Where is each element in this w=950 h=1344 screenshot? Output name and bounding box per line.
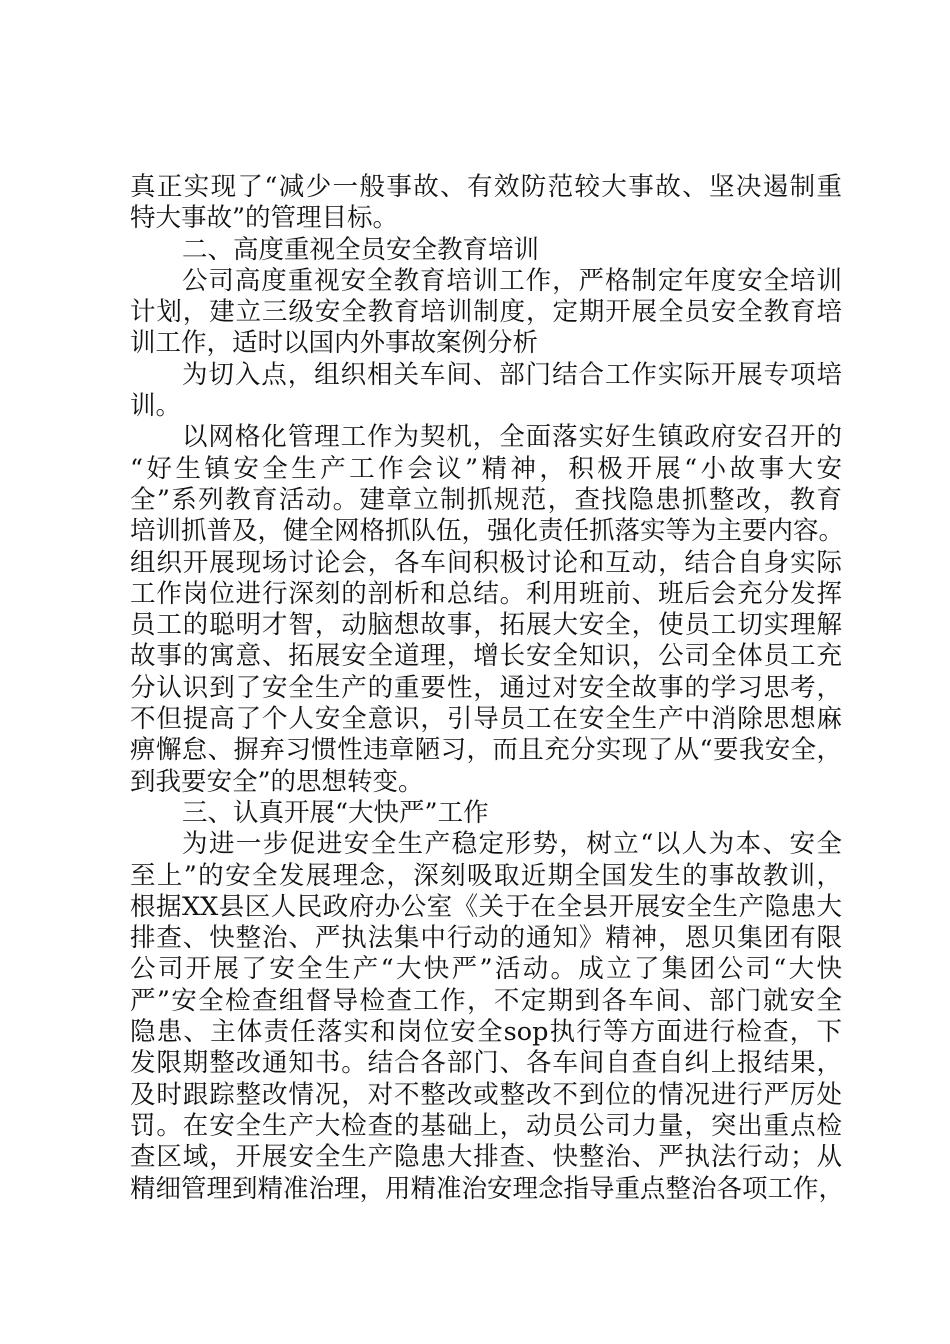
text-line: 及时跟踪整改情况，对不整改或整改不到位的情况进行严厉处	[130, 1079, 842, 1110]
text-line: 三、认真开展“大快严”工作	[182, 797, 489, 828]
text-line: 培训抓普及，健全网格抓队伍，强化责任抓落实等为主要内容。	[130, 516, 845, 547]
text-line: 为切入点，组织相关车间、部门结合工作实际开展专项培	[182, 359, 842, 390]
text-line: 到我要安全”的思想转变。	[130, 766, 424, 797]
text-line: 隐患、主体责任落实和岗位安全sop执行等方面进行检查，下	[130, 1017, 842, 1048]
text-line: 公司开展了安全生产“大快严”活动。成立了集团公司“大快	[130, 954, 842, 985]
text-line: 工作岗位进行深刻的剖析和总结。利用班前、班后会充分发挥	[130, 578, 842, 609]
text-line: 精细管理到精准治理，用精准治安理念指导重点整治各项工作，	[130, 1173, 845, 1204]
text-line: 真正实现了“减少一般事故、有效防范较大事故、坚决遏制重	[130, 172, 842, 202]
text-line: 查区域，开展安全生产隐患大排查、快整治、严执法行动；从	[130, 1142, 842, 1173]
text-line: 为进一步促进安全生产稳定形势，树立“以人为本、安全	[182, 829, 842, 860]
text-line: 至上”的安全发展理念，深刻吸取近期全国发生的事故教训，	[130, 860, 842, 891]
text-line: 员工的聪明才智，动脑想故事，拓展大安全，使员工切实理解	[130, 610, 842, 641]
text-line: 公司高度重视安全教育培训工作，严格制定年度安全培训	[182, 265, 842, 296]
text-line: 特大事故”的管理目标。	[130, 203, 399, 234]
text-line: 罚。在安全生产大检查的基础上，动员公司力量，突出重点检	[130, 1110, 842, 1141]
document-page	[130, 172, 845, 1205]
text-line: 组织开展现场讨论会，各车间积极讨论和互动，结合自身实际	[130, 547, 842, 578]
text-line: 计划，建立三级安全教育培训制度，定期开展全员安全教育培	[130, 297, 842, 328]
text-line: 训。	[130, 391, 182, 422]
text-line: 痹懈怠、摒弃习惯性违章陋习，而且充分实现了从“要我安全，	[130, 735, 842, 766]
text-line: 分认识到了安全生产的重要性，通过对安全故事的学习思考，	[130, 672, 842, 703]
text-line: 根据XX县区人民政府办公室《关于在全县开展安全生产隐患大	[130, 891, 842, 922]
text-line: 严”安全检查组督导检查工作，不定期到各车间、部门就安全	[130, 985, 842, 1016]
text-line: 故事的寓意、拓展安全道理，增长安全知识，公司全体员工充	[130, 641, 842, 672]
text-line: 以网格化管理工作为契机，全面落实好生镇政府安召开的	[182, 422, 842, 453]
text-line: 训工作，适时以国内外事故案例分析	[130, 328, 539, 359]
text-line: 二、高度重视全员安全教育培训	[182, 234, 540, 265]
text-line: 全”系列教育活动。建章立制抓规范，查找隐患抓整改，教育	[130, 484, 842, 515]
text-line: 排查、快整治、严执法集中行动的通知》精神，恩贝集团有限	[130, 923, 842, 954]
text-line: 不但提高了个人安全意识，引导员工在安全生产中消除思想麻	[130, 704, 842, 735]
text-line: “好生镇安全生产工作会议”精神，积极开展“小故事大安	[130, 453, 842, 484]
text-line: 发限期整改通知书。结合各部门、各车间自查自纠上报结果，	[130, 1048, 842, 1079]
